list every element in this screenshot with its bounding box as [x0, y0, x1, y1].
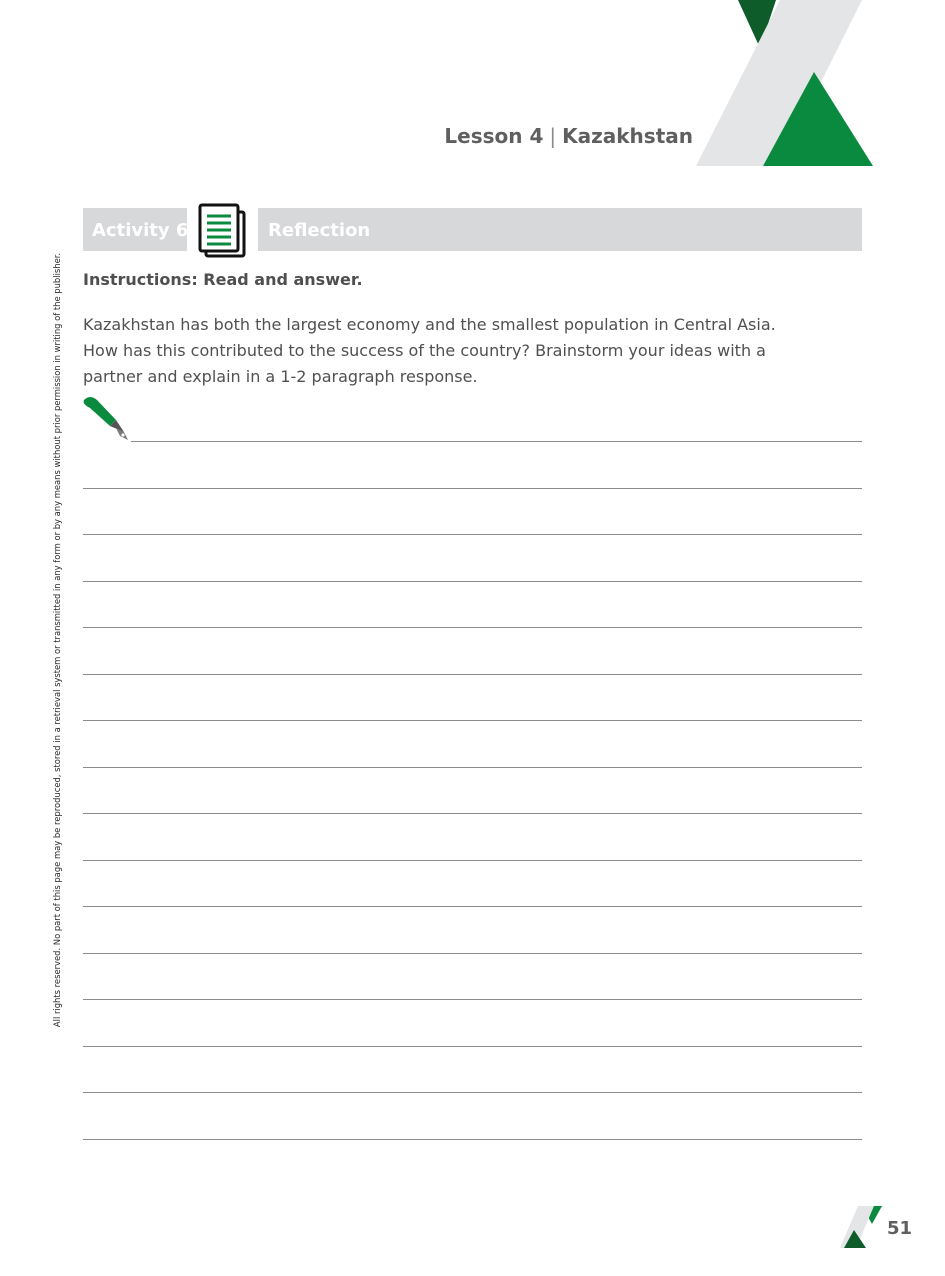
writing-line: [83, 627, 862, 628]
writing-line: [83, 999, 862, 1000]
writing-line: [131, 441, 862, 442]
footer-logo-graphic: [840, 1204, 886, 1252]
writing-line: [83, 534, 862, 535]
answer-writing-area[interactable]: [83, 0, 862, 1276]
writing-line: [83, 953, 862, 954]
writing-line: [83, 488, 862, 489]
writing-line: [83, 674, 862, 675]
writing-line: [83, 1046, 862, 1047]
copyright-notice: All rights reserved. No part of this page may be reproduced, stored in a retrieval system or transmitted in any form or by any means without prior permission in writing of the publisher.: [52, 252, 62, 1028]
lesson-number: Lesson 4: [444, 124, 544, 148]
prompt-line-3: partner and explain in a 1-2 paragraph response.: [83, 367, 478, 386]
activity-title: Reflection: [258, 208, 862, 251]
activity-label: Activity 6:: [83, 208, 187, 251]
prompt-line-2: How has this contributed to the success of the country? Brainstorm your ideas with a: [83, 341, 766, 360]
page-number: 51: [887, 1218, 913, 1239]
prompt-line-1: Kazakhstan has both the largest economy and the smallest population in Central Asia.: [83, 315, 776, 334]
writing-line: [83, 581, 862, 582]
writing-line: [83, 813, 862, 814]
lesson-topic: Kazakhstan: [562, 124, 693, 148]
writing-line: [83, 860, 862, 861]
writing-line: [83, 1139, 862, 1140]
writing-line: [83, 720, 862, 721]
instructions-heading: Instructions: Read and answer.: [83, 270, 363, 289]
header-separator: |: [549, 124, 557, 148]
writing-line: [83, 906, 862, 907]
writing-line: [83, 1092, 862, 1093]
writing-line: [83, 767, 862, 768]
